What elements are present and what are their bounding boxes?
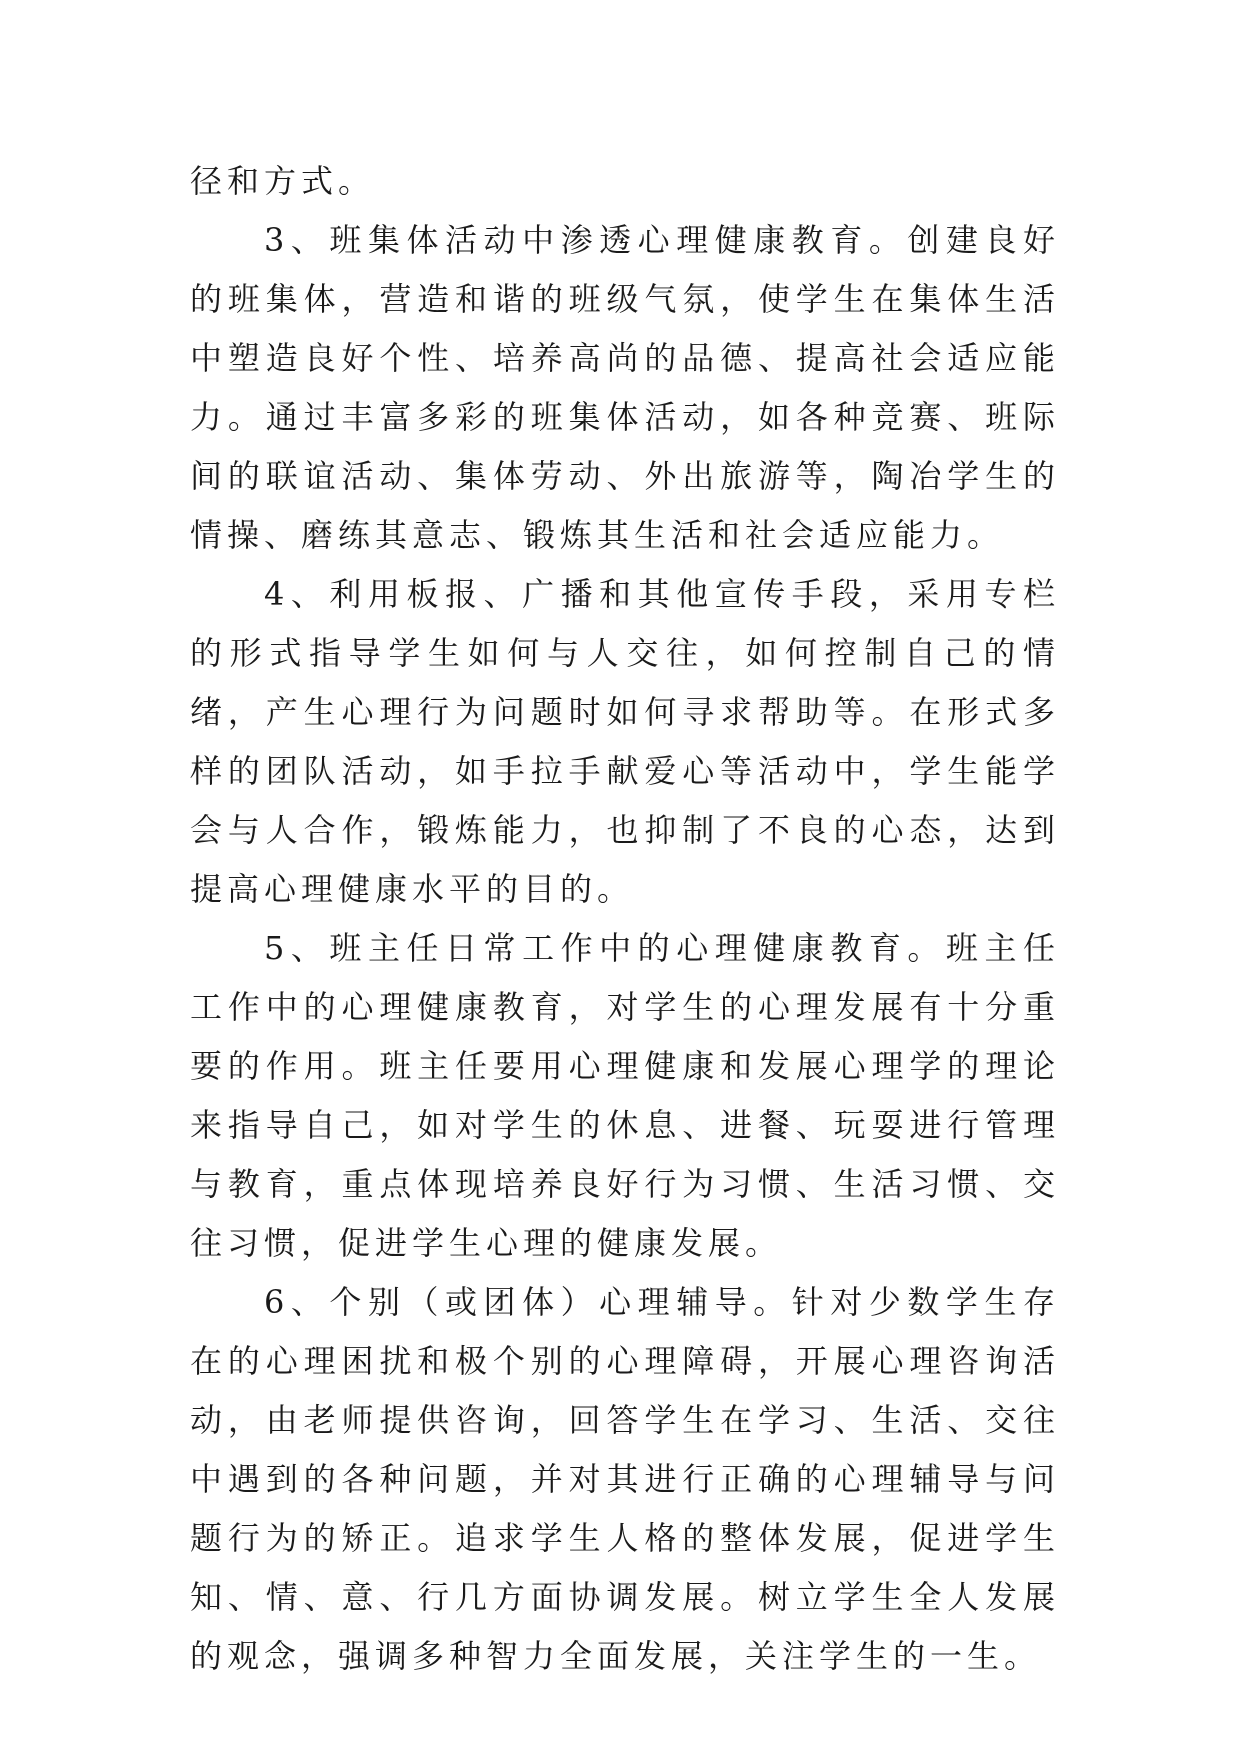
paragraph-item-6: 6、个别（或团体）心理辅导。针对少数学生存在的心理困扰和极个别的心理障碍，开展心理咨询活动，由老师提供咨询，回答学生在学习、生活、交往中遇到的各种问题，并对其进行正确的心理辅导与问题行为的矫正。追求学生人格的整体发展，促进学生知、情、意、行几方面协调发展。树立学生全人发展的观念，强调多种智力全面发展，关注学生的一生。 xyxy=(190,1283,1060,1675)
paragraph-item-3: 3、班集体活动中渗透心理健康教育。创建良好的班集体，营造和谐的班级气氛，使学生在集体生活中塑造良好个性、培养高尚的品德、提高社会适应能力。通过丰富多彩的班集体活动，如各种竞赛、班际间的联谊活动、集体劳动、外出旅游等，陶冶学生的情操、磨练其意志、锻炼其生活和社会适应能力。 xyxy=(190,221,1060,554)
paragraph-item-5: 5、班主任日常工作中的心理健康教育。班主任工作中的心理健康教育，对学生的心理发展有十分重要的作用。班主任要用心理健康和发展心理学的理论来指导自己，如对学生的休息、进餐、玩耍进行管理与教育，重点体现培养良好行为习惯、生活习惯、交往习惯，促进学生心理的健康发展。 xyxy=(190,929,1060,1262)
paragraph-continuation: 径和方式。 xyxy=(190,162,376,200)
paragraph-item-4: 4、利用板报、广播和其他宣传手段，采用专栏的形式指导学生如何与人交往，如何控制自己的情绪，产生心理行为问题时如何寻求帮助等。在形式多样的团队活动，如手拉手献爱心等活动中，学生能学会与人合作，锻炼能力，也抑制了不良的心态，达到提高心理健康水平的目的。 xyxy=(190,575,1060,908)
document-body xyxy=(190,152,1060,1686)
